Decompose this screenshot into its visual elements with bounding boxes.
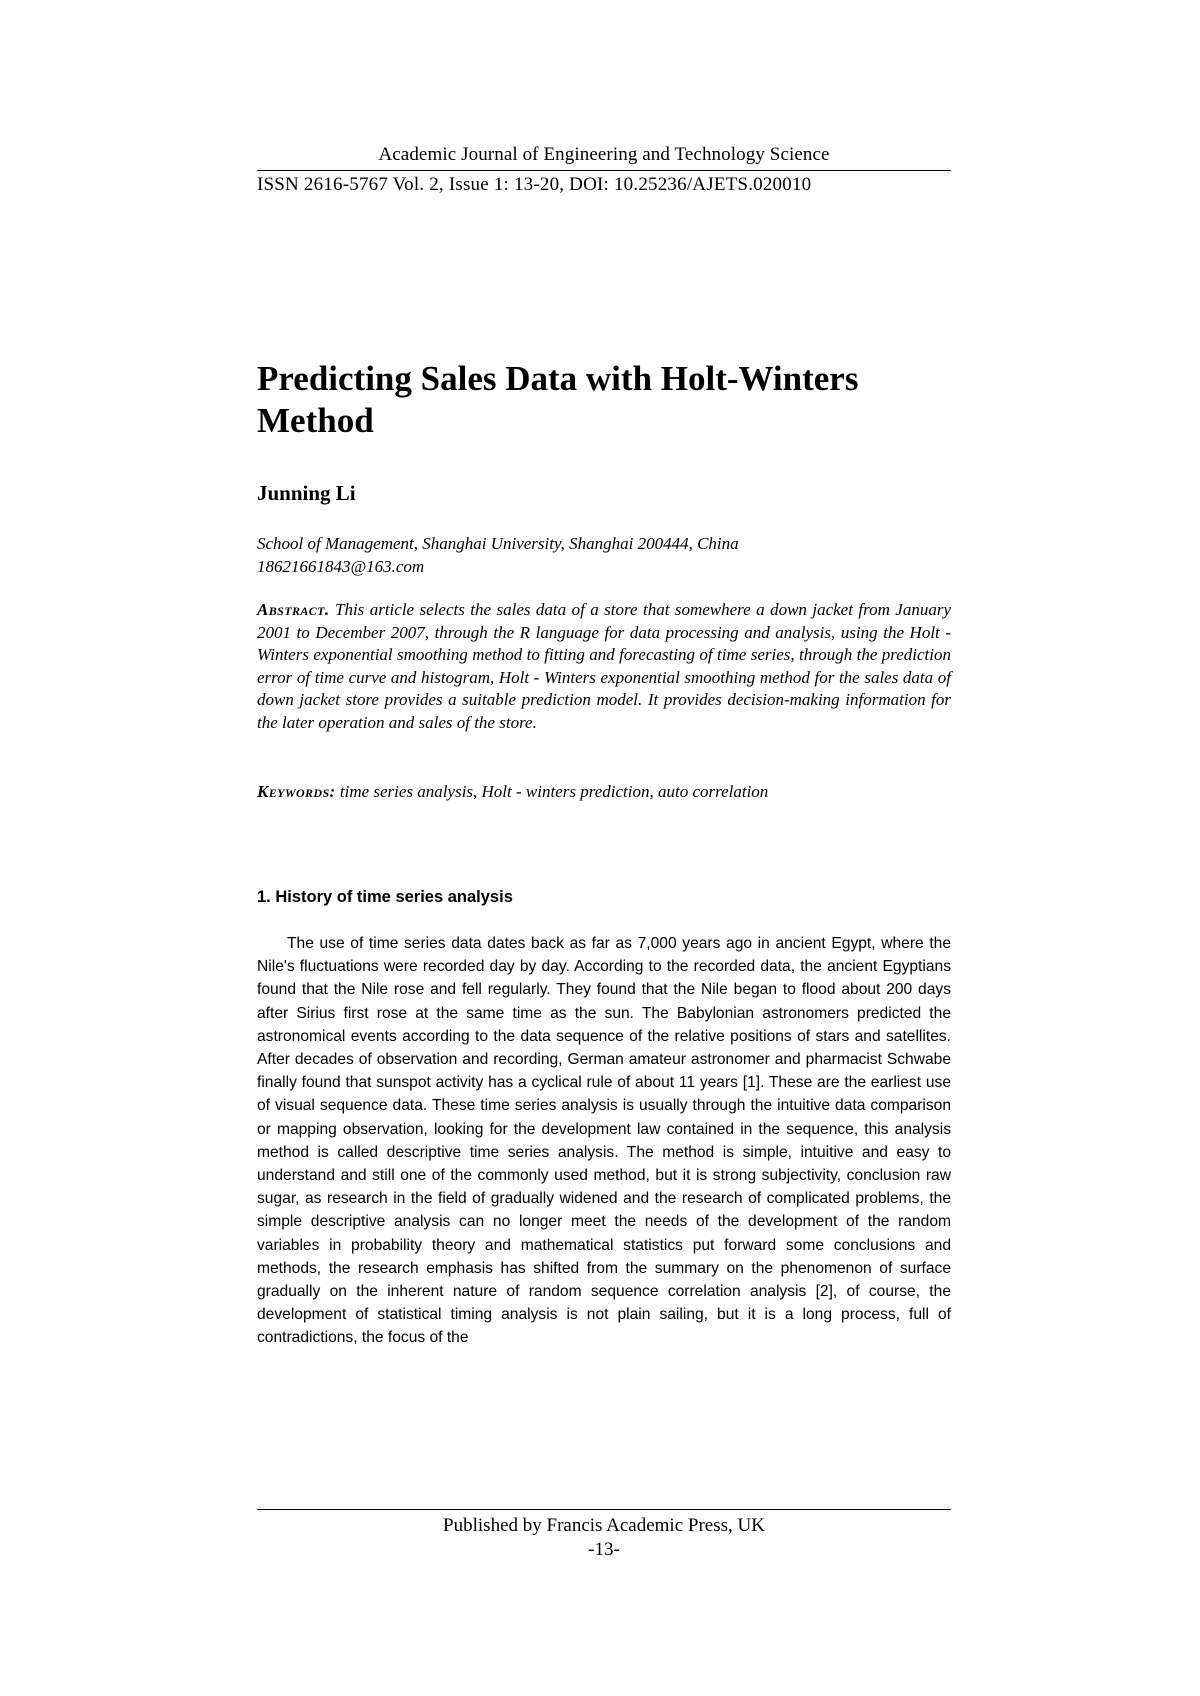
keywords-text: time series analysis, Holt - winters prediction, auto correlation	[339, 782, 769, 801]
publisher-line: Published by Francis Academic Press, UK	[443, 1515, 765, 1536]
header-rule	[257, 170, 951, 171]
author-name: Junning Li	[257, 481, 356, 505]
body-paragraph: The use of time series data dates back as far as 7,000 years ago in ancient Egypt, where the Nile's fluctuations were recorded day by day. According to the recorded data, the ancient Egyptians found that the Nile rose and fell regularly. They found that the Nile began to flood about 200 days after Sirius first rose at the same time as the sun. The Babylonian astronomers predicted the astronomical events according to the data sequence of the relative positions of stars and satellites. After decades of observation and recording, German amateur astronomer and pharmacist Schwabe finally found that sunspot activity has a cyclical rule of about 11 years [1]. These are the earliest use of visual sequence data. These time series analysis is usually through the intuitive data comparison or mapping observation, looking for the development law contained in the sequence, this analysis method is called descriptive time series analysis. The method is simple, intuitive and easy to understand and still one of the commonly used method, but it is strong subjectivity, conclusion raw sugar, as research in the field of gradually widened and the research of complicated problems, the simple descriptive analysis can no longer meet the needs of the development of the random variables in probability theory and mathematical statistics put forward some conclusions and methods, the research emphasis has shifted from the summary on the phenomenon of surface gradually on the inherent nature of random sequence correlation analysis [2], of course, the development of statistical timing analysis is not plain sailing, but it is a long process, full of contradictions, the focus of the	[257, 935, 951, 1347]
keywords	[257, 780, 951, 803]
section-heading: 1. History of time series analysis	[257, 888, 513, 906]
journal-name: Academic Journal of Engineering and Technology Science	[378, 144, 830, 165]
running-header	[257, 143, 951, 197]
page-footer	[257, 1509, 951, 1562]
affiliation-block	[257, 532, 739, 578]
author-email: 18621661843@163.com	[257, 557, 425, 576]
paper-title: Predicting Sales Data with Holt-Winters Method	[257, 359, 859, 440]
abstract	[257, 599, 951, 735]
affiliation: School of Management, Shanghai University, Shanghai 200444, China	[257, 534, 739, 553]
footer-rule	[257, 1509, 951, 1510]
issn-line: ISSN 2616-5767 Vol. 2, Issue 1: 13-20, DOI: 10.25236/AJETS.020010	[257, 174, 812, 195]
abstract-label: Abstract.	[257, 600, 330, 619]
paper-page	[257, 0, 951, 1696]
abstract-text: This article selects the sales data of a store that somewhere a down jacket from January 2001 to December 2007, through the R language for data processing and analysis, using the Holt - Winters exponential smoothing method to fitting and forecasting of time series, through the prediction error of time curve and histogram, Holt - Winters exponential smoothing method for the sales data of down jacket store provides a suitable prediction model. It provides decision-making information for the later operation and sales of the store.	[257, 600, 951, 732]
page-number: -13-	[588, 1539, 620, 1560]
keywords-label: Keywords:	[257, 782, 336, 801]
